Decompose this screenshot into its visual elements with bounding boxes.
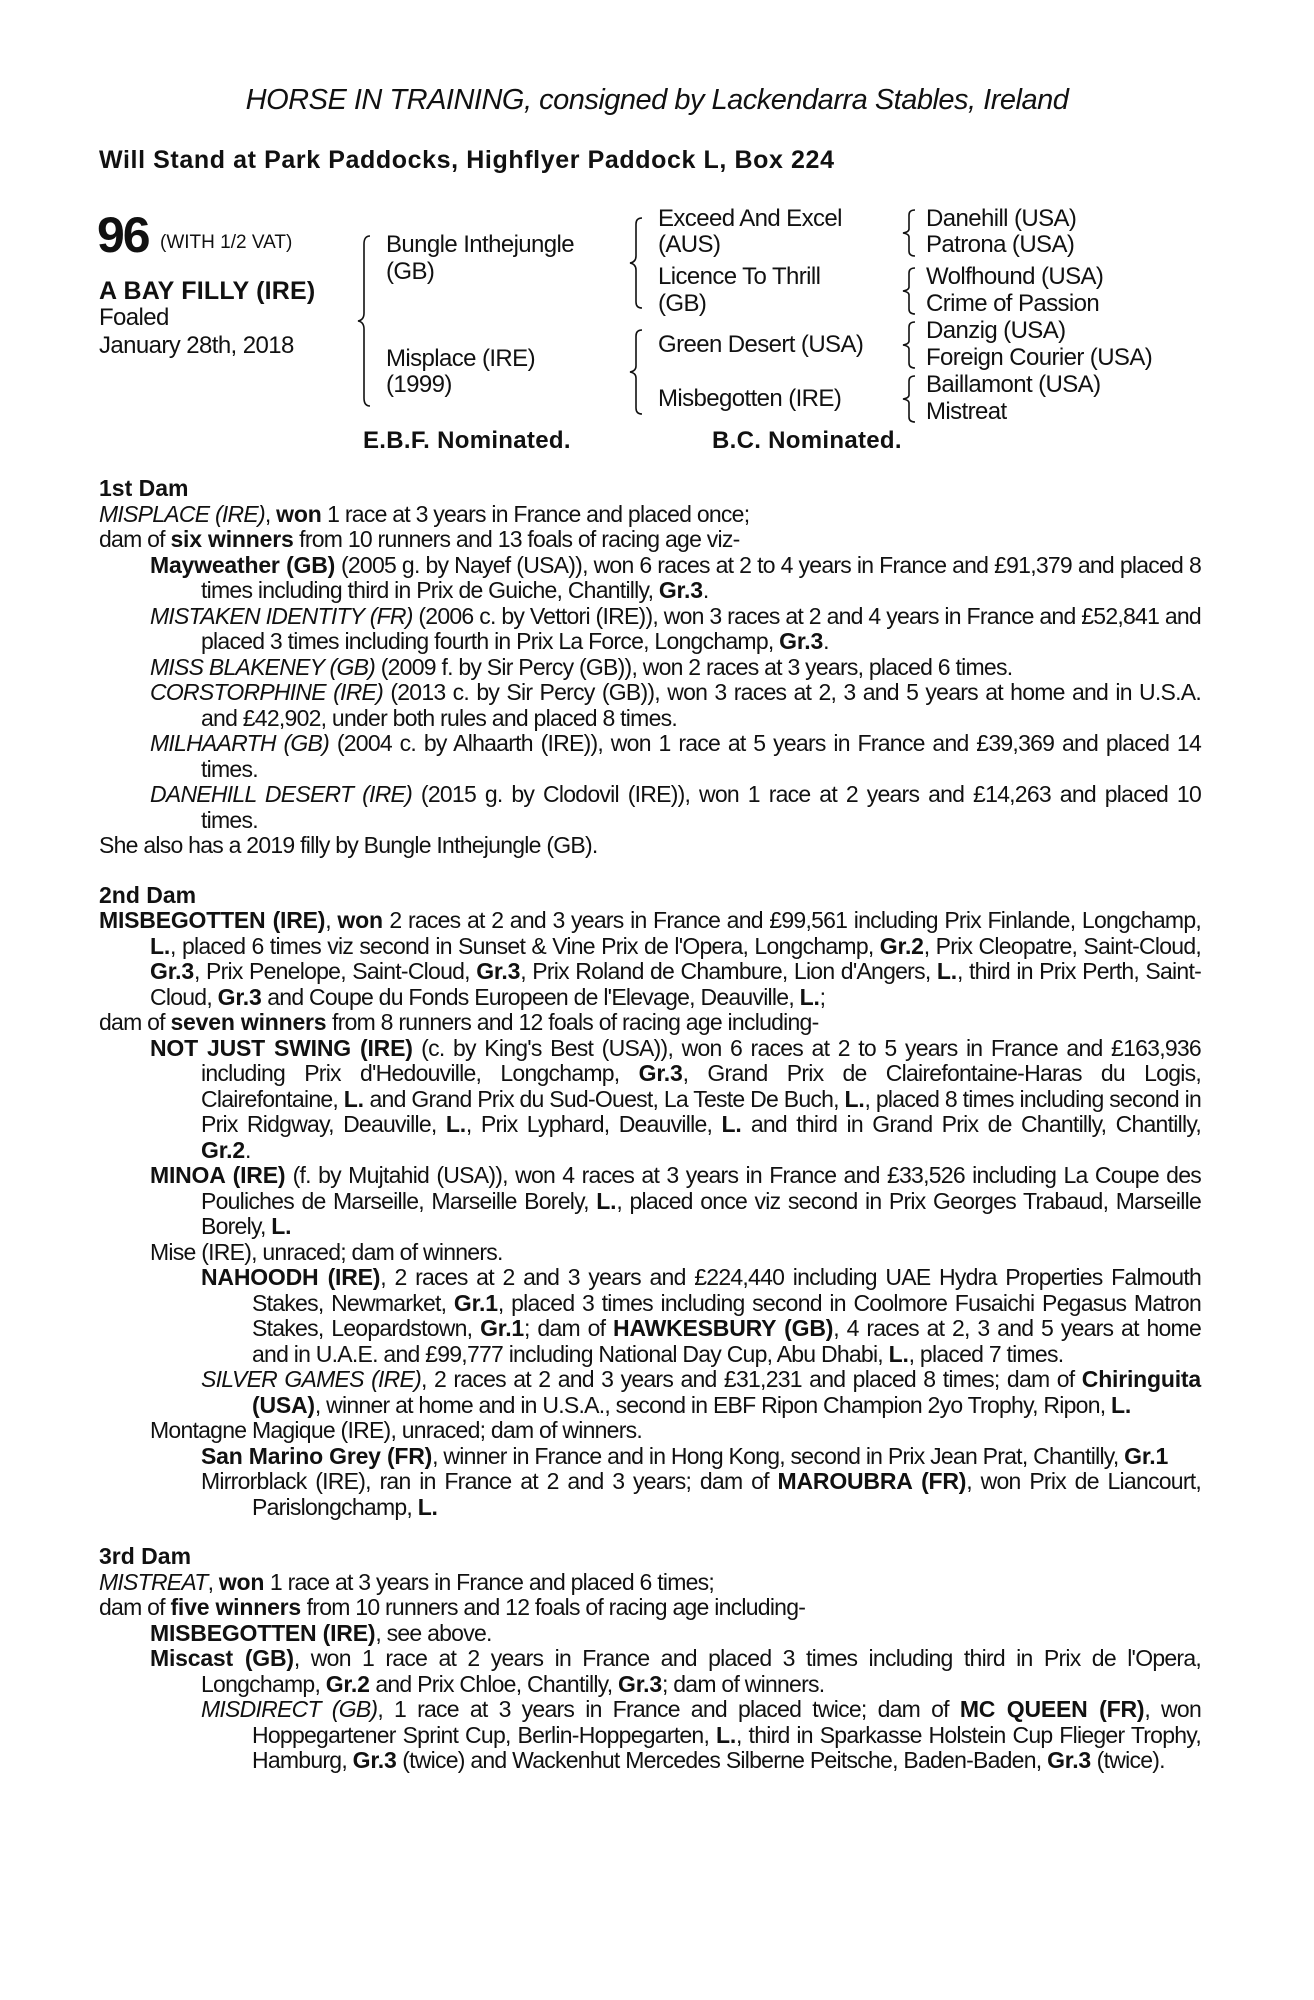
bold-text: L.	[343, 1085, 364, 1112]
bold-text: L.	[417, 1493, 438, 1520]
ebf-nominated: E.B.F. Nominated.	[363, 427, 571, 454]
text: , 1 race at 3 years in France and placed twice; dam of	[377, 1696, 960, 1722]
bold-text: Gr.3	[352, 1747, 397, 1773]
italic-text: MISDIRECT (GB)	[201, 1696, 378, 1722]
pedigree-entry	[99, 502, 1201, 528]
text: .	[244, 1136, 251, 1163]
pedigree-entry	[99, 731, 1201, 782]
text: , placed 3 times including second in Coolmore Fusaichi Pegasus Matron Stakes, Leopardstown,	[252, 1289, 1201, 1341]
section-heading: 3rd Dam	[99, 1543, 192, 1569]
dam-year: (1999)	[386, 371, 452, 398]
text: ;	[819, 983, 826, 1010]
text: (2013 c. by Sir Percy (GB)), won 3 races at 2, 3 and 5 years at home and in U.S.A. and £42,902, under both rules and placed 8 times.	[201, 679, 1201, 731]
text: , Prix Lyphard, Deauville,	[465, 1111, 722, 1137]
bold-text: San Marino Grey (FR)	[201, 1442, 433, 1469]
bold-text: Gr.3	[476, 958, 521, 984]
bold-text: Gr.1	[453, 1289, 498, 1316]
bold-text: Chiringuita (USA)	[252, 1366, 1201, 1418]
page-title: HORSE IN TRAINING, consigned by Lackendarra Stables, Ireland	[245, 84, 1069, 116]
pedigree-entry	[99, 1240, 1201, 1266]
bold-text: six winners	[170, 526, 294, 552]
bold-text: L.	[445, 1111, 466, 1137]
pedigree-entry	[99, 1036, 1201, 1164]
italic-text: MISPLACE (IRE)	[99, 500, 265, 527]
bold-text: Gr.3	[658, 577, 703, 603]
italic-text: MILHAARTH (GB)	[150, 730, 330, 756]
text: dam of	[99, 1009, 171, 1035]
dam-sire-name: Green Desert (USA)	[658, 331, 864, 358]
pedigree-bracket-g3-4	[903, 376, 917, 422]
bold-text: Gr.3	[217, 983, 262, 1010]
sire-dam-name: Licence To Thrill	[658, 263, 821, 290]
bold-text: Gr.1	[1124, 1442, 1169, 1469]
bold-text: won	[218, 1568, 265, 1595]
text: , placed 6 times viz second in Sunset & Vine Prix de l'Opera, Longchamp,	[170, 932, 880, 959]
text: (2015 g. by Clodovil (IRE)), won 1 race at 2 years and £14,263 and placed 10 times.	[201, 781, 1201, 833]
sire-sire-origin: (AUS)	[658, 231, 721, 258]
text: , won 1 race at 2 years in France and placed 3 times including third in Prix de l'Opera, Longchamp,	[201, 1645, 1202, 1697]
pedigree-bracket-g3-2	[903, 268, 917, 314]
italic-text: MISS BLAKENEY (GB)	[150, 653, 376, 680]
text: (twice).	[1091, 1747, 1165, 1773]
lot-number: 96	[97, 207, 149, 263]
text: , Prix Roland de Chambure, Lion d'Angers,	[520, 958, 937, 984]
gen3-ancestor: Wolfhound (USA)	[926, 263, 1104, 290]
section-heading: 1st Dam	[99, 475, 189, 501]
text: , 2 races at 2 and 3 years and £31,231 and placed 8 times; dam of	[421, 1366, 1082, 1392]
foaled-date: January 28th, 2018	[99, 332, 294, 359]
bold-text: L.	[596, 1187, 617, 1214]
text: , see above.	[375, 1619, 492, 1646]
pedigree-bracket-sire-dam	[358, 236, 372, 406]
text: Mirrorblack (IRE), ran in France at 2 and 3 years; dam of	[201, 1468, 778, 1494]
text: from 8 runners and 12 foals of racing age including-	[326, 1009, 819, 1035]
dam-lines	[99, 476, 1201, 1798]
bold-text: L.	[888, 1340, 909, 1367]
pedigree-entry	[99, 1697, 1201, 1774]
pedigree-bracket-dam	[630, 330, 644, 414]
text: , Prix Penelope, Saint-Cloud,	[193, 958, 477, 984]
bold-text: L.	[715, 1721, 737, 1748]
text: ; dam of	[524, 1315, 614, 1341]
text: (2006 c. by Vettori (IRE)), won 3 races at 2 and 4 years in France and £52,841 and placed 3 times including fourth in Prix La Force, Longchamp,	[201, 602, 1201, 654]
pedigree-entry	[99, 1621, 1201, 1647]
bold-text: Gr.2	[879, 932, 924, 959]
bold-text: MISBEGOTTEN (IRE)	[150, 1619, 376, 1646]
gen3-ancestor: Patrona (USA)	[926, 231, 1075, 258]
bold-text: L.	[844, 1085, 865, 1112]
bold-text: Gr.3	[618, 1670, 662, 1697]
gen3-ancestor: Foreign Courier (USA)	[926, 344, 1153, 371]
text: , Grand Prix de Clairefontaine-Haras du Logis, Clairefontaine,	[201, 1060, 1201, 1112]
foaled-label: Foaled	[99, 304, 169, 331]
pedigree-entry	[99, 908, 1201, 1010]
text: .	[702, 577, 709, 603]
bc-nominated: B.C. Nominated.	[712, 427, 902, 454]
pedigree-entry	[99, 782, 1201, 833]
text: (2004 c. by Alhaarth (IRE)), won 1 race at 5 years in France and £39,369 and placed 14 times.	[201, 730, 1201, 782]
gen3-ancestor: Baillamont (USA)	[926, 371, 1101, 398]
text: .	[823, 628, 829, 654]
text: and third in Grand Prix de Chantilly, Chantilly,	[741, 1111, 1202, 1137]
text: 1 race at 3 years in France and placed once;	[321, 500, 750, 527]
text: , 4 races at 2, 3 and 5 years at home and in U.A.E. and £99,777 including National Day Cup, Abu Dhabi,	[252, 1315, 1201, 1367]
bold-text: Gr.2	[201, 1136, 245, 1163]
italic-text: SILVER GAMES (IRE)	[201, 1366, 421, 1392]
text: and Grand Prix du Sud-Ouest, La Teste De Buch,	[363, 1085, 845, 1112]
bold-text: seven winners	[170, 1009, 327, 1035]
text: , won Prix de Liancourt, Parislongchamp,	[252, 1468, 1202, 1520]
pedigree-entry	[99, 1570, 1201, 1596]
text: , placed 7 times.	[908, 1340, 1064, 1367]
text: (c. by King's Best (USA)), won 6 races at 2 to 5 years in France and £163,936 including Prix d'Hedouville, Longchamp,	[201, 1034, 1201, 1086]
sire-origin: (GB)	[386, 258, 435, 285]
pedigree-entry	[99, 1418, 1201, 1444]
text: Montagne Magique (IRE), unraced; dam of winners.	[150, 1417, 642, 1443]
italic-text: DANEHILL DESERT (IRE)	[150, 781, 413, 807]
pedigree-entry	[99, 1265, 1201, 1367]
pedigree-entry	[99, 1595, 1201, 1621]
text: , third in Prix Perth, Saint-Cloud,	[150, 958, 1202, 1010]
sire-name: Bungle Inthejungle	[386, 231, 575, 258]
text: , 2 races at 2 and 3 years and £224,440 including UAE Hydra Properties Falmouth Stakes, Newmarket,	[252, 1264, 1202, 1316]
bold-text: Gr.1	[480, 1315, 525, 1341]
text: , Prix Cleopatre, Saint-Cloud,	[923, 932, 1202, 959]
pedigree-entry	[99, 1469, 1201, 1520]
bold-text: won	[276, 500, 322, 527]
text: She also has a 2019 filly by Bungle Inthejungle (GB).	[99, 832, 598, 858]
text: , third in Sparkasse Holstein Cup Flieger Trophy, Hamburg,	[252, 1721, 1201, 1773]
text: (2005 g. by Nayef (USA)), won 6 races at 2 to 4 years in France and £91,379 and placed 8 times including third in Prix de Guiche, Chantilly,	[201, 551, 1202, 603]
lot-description: A BAY FILLY (IRE)	[99, 277, 316, 305]
bold-text: MINOA (IRE)	[150, 1162, 286, 1188]
italic-text: MISTAKEN IDENTITY (FR)	[150, 602, 413, 629]
text: (twice) and Wackenhut Mercedes Silberne Peitsche, Baden-Baden,	[396, 1747, 1048, 1773]
bold-text: NOT JUST SWING (IRE)	[150, 1034, 413, 1061]
text: ,	[264, 500, 277, 527]
bold-text: L.	[936, 958, 957, 984]
gen3-ancestor: Danehill (USA)	[926, 205, 1077, 232]
stand-location: Will Stand at Park Paddocks, Highflyer Paddock L, Box 224	[99, 146, 835, 174]
pedigree-entry	[99, 1646, 1201, 1697]
text: from 10 runners and 12 foals of racing age including-	[301, 1594, 806, 1620]
text: ; dam of winners.	[661, 1670, 825, 1697]
bold-text: won	[337, 907, 383, 933]
text: , won Hoppegartener Sprint Cup, Berlin-Hoppegarten,	[252, 1696, 1201, 1748]
pedigree-entry	[99, 1367, 1201, 1418]
italic-text: MISTREAT	[99, 1568, 208, 1595]
bold-text: MISBEGOTTEN (IRE)	[99, 907, 326, 933]
dam-section	[99, 476, 1201, 859]
text: 2 races at 2 and 3 years in France and £99,561 including Prix Finlande, Longchamp,	[382, 907, 1201, 933]
text: , placed once viz second in Prix Georges Trabaud, Marseille Borely,	[201, 1187, 1201, 1239]
bold-text: L.	[1111, 1391, 1132, 1418]
bold-text: NAHOODH (IRE)	[201, 1264, 381, 1290]
gen3-ancestor: Mistreat	[926, 398, 1007, 425]
pedigree-entry	[99, 655, 1201, 681]
bold-text: Mayweather (GB)	[150, 551, 336, 578]
gen3-ancestor: Danzig (USA)	[926, 317, 1066, 344]
text: , winner at home and in U.S.A., second in EBF Ripon Champion 2yo Trophy, Ripon,	[314, 1391, 1112, 1418]
pedigree-bracket-sire	[630, 218, 644, 308]
text: , placed 8 times including second in Prix Ridgway, Deauville,	[201, 1085, 1202, 1137]
pedigree-entry	[99, 1444, 1201, 1470]
pedigree-entry	[99, 553, 1201, 604]
text: ,	[207, 1568, 219, 1595]
bold-text: HAWKESBURY (GB)	[613, 1315, 834, 1341]
pedigree-entry	[99, 604, 1201, 655]
pedigree-entry	[99, 1163, 1201, 1240]
bold-text: MAROUBRA (FR)	[777, 1468, 967, 1494]
text: and Prix Chloe, Chantilly,	[369, 1670, 619, 1697]
bold-text: Gr.2	[325, 1670, 370, 1697]
section-heading: 2nd Dam	[99, 881, 197, 908]
text: (2009 f. by Sir Percy (GB)), won 2 races at 3 years, placed 6 times.	[375, 653, 1013, 680]
vat-note: (WITH 1/2 VAT)	[160, 232, 293, 253]
bold-text: L.	[150, 932, 171, 959]
text: dam of	[99, 1594, 171, 1620]
pedigree-entry	[99, 527, 1201, 553]
text: ,	[325, 907, 338, 933]
bold-text: five winners	[170, 1594, 302, 1620]
text: , winner in France and in Hong Kong, second in Prix Jean Prat, Chantilly,	[432, 1442, 1125, 1469]
bold-text: L.	[271, 1213, 292, 1239]
text: and Coupe du Fonds Europeen de l'Elevage, Deauville,	[261, 983, 800, 1010]
text: Mise (IRE), unraced; dam of winners.	[150, 1238, 503, 1265]
sire-sire-name: Exceed And Excel	[658, 205, 842, 232]
text: (f. by Mujtahid (USA)), won 4 races at 3 years in France and £33,526 including La Coupe des Pouliches de Marseille, Marseille Borely,	[201, 1162, 1201, 1214]
pedigree-entry	[99, 1010, 1201, 1036]
pedigree-entry	[99, 680, 1201, 731]
bold-text: Gr.3	[779, 628, 824, 654]
dam-section	[99, 1544, 1201, 1774]
pedigree-bracket-g3-3	[903, 322, 917, 368]
bold-text: Gr.3	[150, 958, 194, 984]
sire-dam-origin: (GB)	[658, 290, 707, 317]
text: dam of	[99, 526, 171, 552]
bold-text: L.	[721, 1111, 742, 1137]
text: from 10 runners and 13 foals of racing age viz-	[293, 526, 740, 552]
italic-text: CORSTORPHINE (IRE)	[150, 679, 384, 705]
dam-dam-name: Misbegotten (IRE)	[658, 385, 842, 412]
bold-text: L.	[799, 983, 820, 1010]
text: 1 race at 3 years in France and placed 6 times;	[264, 1568, 715, 1595]
bold-text: Gr.3	[638, 1060, 683, 1086]
dam-name: Misplace (IRE)	[386, 345, 535, 372]
gen3-ancestor: Crime of Passion	[926, 290, 1100, 317]
dam-section	[99, 883, 1201, 1521]
pedigree-entry	[99, 833, 1201, 859]
pedigree-bracket-g3-1	[903, 210, 917, 256]
bold-text: Gr.3	[1047, 1747, 1092, 1773]
bold-text: MC QUEEN (FR)	[959, 1696, 1145, 1722]
bold-text: Miscast (GB)	[150, 1645, 294, 1671]
